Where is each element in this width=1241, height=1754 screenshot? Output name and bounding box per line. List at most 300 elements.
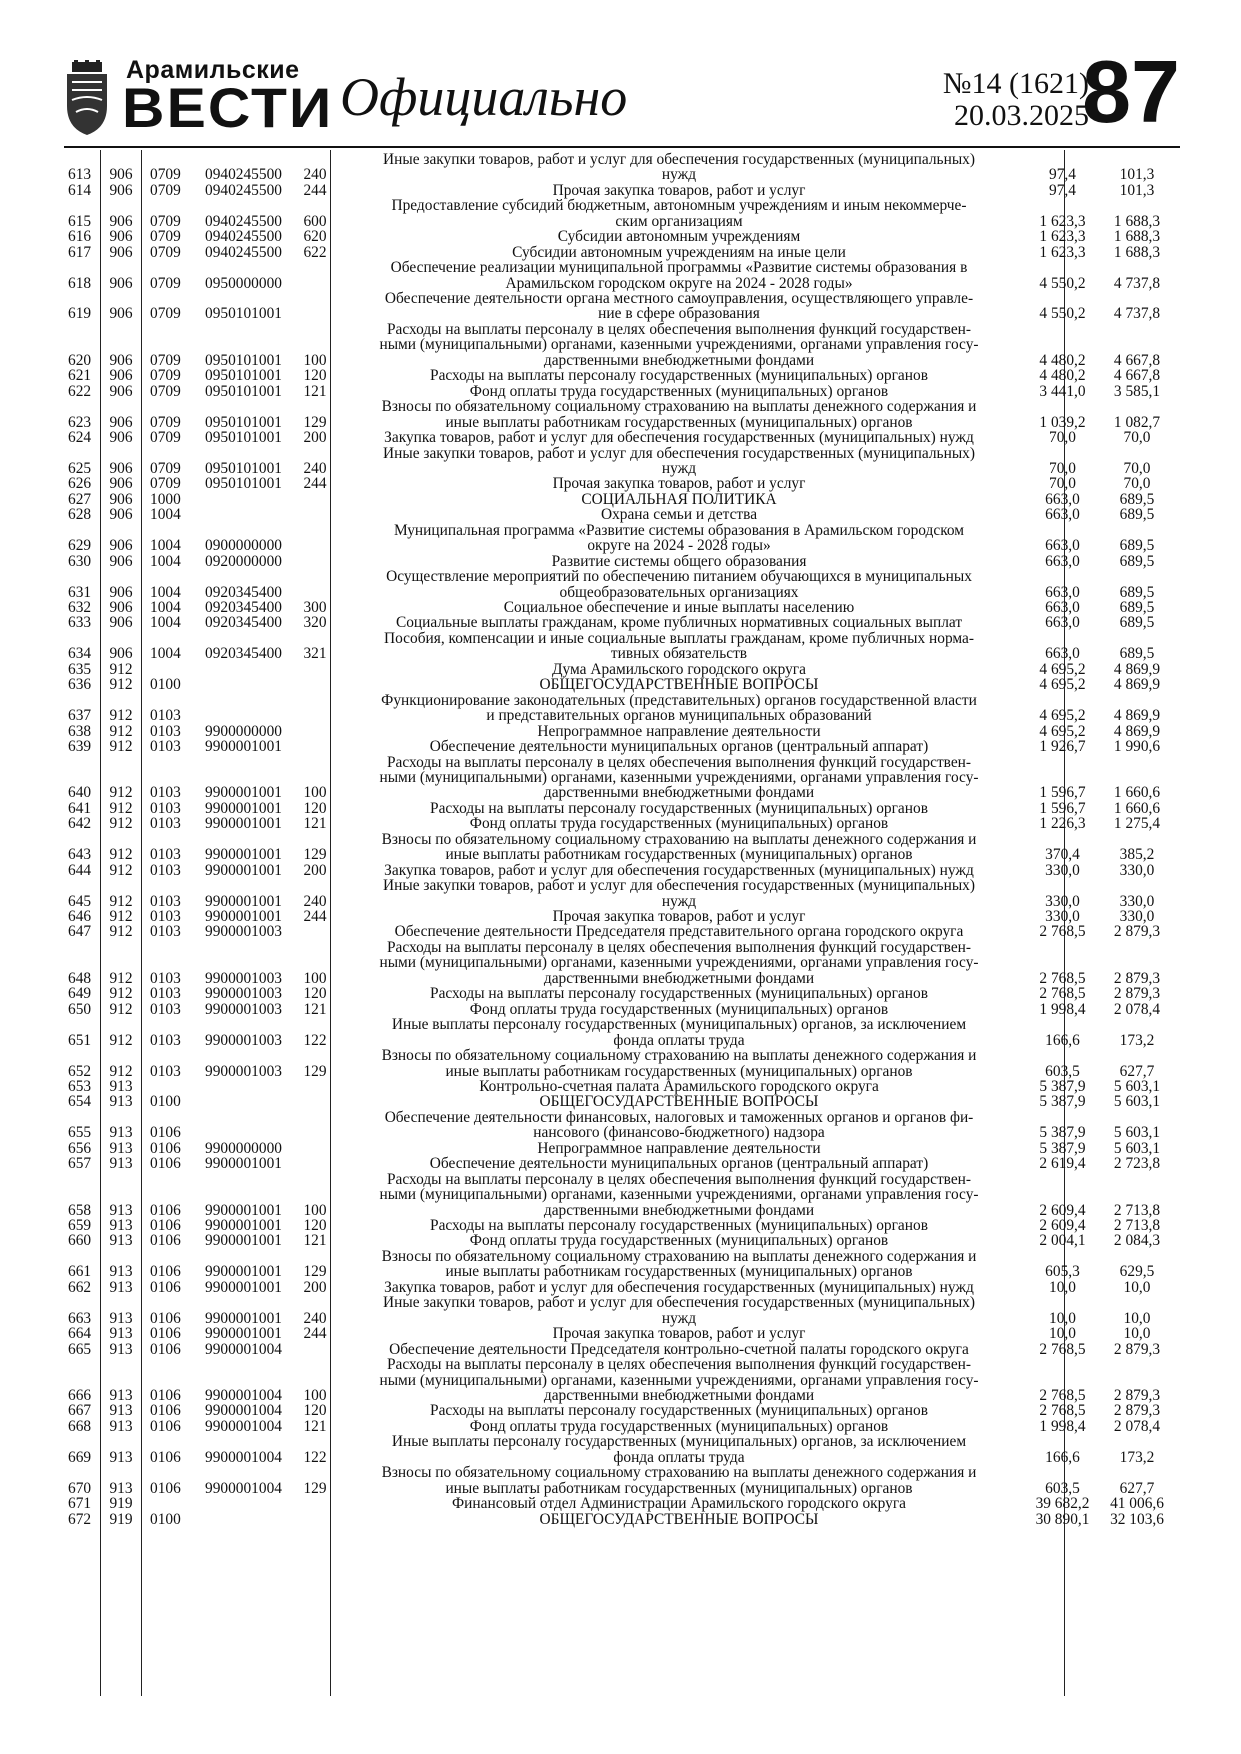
expense-name [334, 229, 1024, 244]
expense-name-line: ОБЩЕГОСУДАРСТВЕННЫЕ ВОПРОСЫ [539, 1510, 819, 1528]
org-code: 906 [109, 243, 133, 261]
table-row [64, 523, 1180, 554]
expense-type-code: 244 [303, 181, 327, 199]
table-row [64, 616, 1180, 631]
target-code: 9900001004 [205, 1417, 282, 1435]
target-code: 0950101001 [205, 305, 282, 323]
section-code: 1004 [150, 645, 181, 663]
expense-type-code: 200 [303, 861, 327, 879]
expense-type-code: 122 [303, 1448, 327, 1466]
expense-type-code: 129 [303, 1263, 327, 1281]
expense-name [334, 693, 1024, 724]
expense-name-line: Закупка товаров, работ и услуг для обеспечения государственных (муниципальных) нужд [384, 429, 974, 447]
section-code: 0103 [150, 815, 181, 833]
expense-name-line: Арамильском городском округе на 2024 - 2028 годы» [505, 274, 853, 292]
org-code: 906 [109, 274, 133, 292]
expense-name-line: иные выплаты работникам государственных (муниципальных) органов [445, 1062, 913, 1080]
table-row [64, 1249, 1180, 1280]
expense-name [334, 631, 1024, 662]
value-2027: 627,7 [1119, 1062, 1155, 1080]
target-code: 9900001003 [205, 969, 282, 987]
value-2027: 4 869,9 [1113, 707, 1161, 725]
expense-name-line: Социальные выплаты гражданам, кроме публичных нормативных социальных выплат [395, 614, 963, 632]
value-2026: 663,0 [1045, 537, 1080, 555]
expense-name [334, 1295, 1024, 1326]
value-2027: 70,0 [1123, 459, 1151, 477]
target-code: 0950101001 [205, 429, 282, 447]
value-2026: 10,0 [1049, 1309, 1076, 1327]
expense-name [334, 1280, 1024, 1295]
section-code: 0709 [150, 429, 181, 447]
expense-name-line: нужд [661, 1309, 697, 1327]
value-2027: 330,0 [1119, 861, 1155, 879]
value-2026: 2 768,5 [1039, 985, 1086, 1003]
expense-name [334, 832, 1024, 863]
header-rule [64, 146, 1180, 148]
value-2027: 10,0 [1123, 1278, 1151, 1296]
value-2026: 3 441,0 [1039, 382, 1086, 400]
expense-name-line: фонда оплаты труда [613, 1031, 745, 1049]
expense-type-code: 120 [303, 1217, 327, 1235]
table-row [64, 986, 1180, 1001]
org-code: 913 [109, 1077, 133, 1095]
row-number: 668 [68, 1417, 92, 1435]
org-code: 912 [109, 1062, 133, 1080]
expense-type-code: 200 [303, 429, 327, 447]
expense-name-line: Непрограммное направление деятельности [537, 722, 821, 740]
target-code: 9900001001 [205, 1232, 282, 1250]
row-number: 657 [68, 1155, 92, 1173]
section-code: 0709 [150, 351, 181, 369]
target-code: 0920345400 [205, 614, 282, 632]
value-2027: 2 078,4 [1113, 1000, 1161, 1018]
expense-name-line: нансового (финансово-бюджетного) надзора [533, 1124, 825, 1142]
row-number: 618 [68, 274, 92, 292]
table-row [64, 1342, 1180, 1357]
expense-name-line: Социальное обеспечение и иные выплаты населению [503, 599, 855, 617]
expense-name [334, 152, 1024, 183]
value-2027: 4 869,9 [1113, 676, 1161, 694]
target-code: 9900001004 [205, 1479, 282, 1497]
expense-name-line: Обеспечение деятельности муниципальных органов (центральный аппарат) [429, 738, 929, 756]
org-code: 912 [109, 861, 133, 879]
value-2027: 2 713,8 [1113, 1201, 1161, 1219]
row-number: 666 [68, 1386, 92, 1404]
section-code: 0103 [150, 722, 181, 740]
expense-name-line: ОБЩЕГОСУДАРСТВЕННЫЕ ВОПРОСЫ [539, 676, 819, 694]
target-code: 0950101001 [205, 475, 282, 493]
row-number: 634 [68, 645, 92, 663]
expense-name-line: Непрограммное направление деятельности [537, 1139, 821, 1157]
value-2026: 1 926,7 [1039, 738, 1086, 756]
value-2027: 629,5 [1119, 1263, 1155, 1281]
section-code: 0106 [150, 1263, 181, 1281]
value-2027: 1 990,6 [1113, 738, 1161, 756]
row-number: 617 [68, 243, 92, 261]
value-2026: 2 609,4 [1039, 1201, 1086, 1219]
expense-type-code: 121 [303, 382, 327, 400]
target-code: 9900001001 [205, 1278, 282, 1296]
expense-type-code: 240 [303, 1309, 327, 1327]
org-code: 906 [109, 506, 133, 524]
expense-name-line: тивных обязательств [610, 645, 748, 663]
expense-name [334, 245, 1024, 260]
value-2026: 1 039,2 [1039, 413, 1086, 431]
table-row [64, 291, 1180, 322]
org-code: 906 [109, 475, 133, 493]
section-code: 0103 [150, 892, 181, 910]
value-2026: 4 695,2 [1039, 707, 1086, 725]
section-code: 0103 [150, 846, 181, 864]
value-2026: 4 550,2 [1039, 305, 1086, 323]
section-code: 0106 [150, 1232, 181, 1250]
row-number: 614 [68, 181, 92, 199]
value-2026: 2 609,4 [1039, 1217, 1086, 1235]
expense-name-line: Контрольно-счетная палата Арамильского городского округа [479, 1077, 879, 1095]
org-code: 906 [109, 228, 133, 246]
value-2027: 4 667,8 [1113, 351, 1161, 369]
value-2027: 689,5 [1119, 490, 1155, 508]
target-code: 0940245500 [205, 181, 282, 199]
table-row [64, 1512, 1180, 1527]
table-row [64, 801, 1180, 816]
expense-name [334, 878, 1024, 909]
org-code: 913 [109, 1417, 133, 1435]
expense-name [334, 677, 1024, 692]
expense-type-code: 300 [303, 599, 327, 617]
issue-date: 20.03.2025 [954, 99, 1089, 132]
value-2026: 663,0 [1045, 599, 1080, 617]
expense-name-line: Пособия, компенсации и иные социальные выплаты гражданам, кроме публичных норма- [383, 629, 975, 647]
expense-name-line: Обеспечение деятельности муниципальных органов (центральный аппарат) [429, 1155, 929, 1173]
section-code: 0709 [150, 367, 181, 385]
expense-name [334, 1233, 1024, 1248]
section-code: 1004 [150, 506, 181, 524]
target-code: 0920345400 [205, 599, 282, 617]
expense-name-line: Иные выплаты персоналу государственных (муниципальных) органов, за исключением [391, 1433, 967, 1451]
value-2026: 5 387,9 [1039, 1124, 1086, 1142]
value-2027: 689,5 [1119, 645, 1155, 663]
budget-table [64, 150, 1180, 1696]
expense-name [334, 755, 1024, 801]
table-row [64, 1280, 1180, 1295]
expense-name [334, 291, 1024, 322]
target-code: 9900001001 [205, 1309, 282, 1327]
table-row [64, 430, 1180, 445]
table-row [64, 1017, 1180, 1048]
target-code: 0940245500 [205, 228, 282, 246]
expense-name-line: Развитие системы общего образования [551, 552, 807, 570]
section-code: 0709 [150, 475, 181, 493]
row-number: 647 [68, 923, 92, 941]
table-row [64, 1094, 1180, 1109]
section-code: 0709 [150, 413, 181, 431]
expense-name [334, 1512, 1024, 1527]
expense-name-line: Расходы на выплаты персоналу государственных (муниципальных) органов [430, 1402, 928, 1420]
table-row [64, 1326, 1180, 1341]
expense-name-line: Фонд оплаты труда государственных (муниципальных) органов [469, 1232, 889, 1250]
target-code: 9900001004 [205, 1340, 282, 1358]
expense-name [334, 399, 1024, 430]
org-code: 906 [109, 181, 133, 199]
org-code: 912 [109, 799, 133, 817]
row-number: 672 [68, 1510, 92, 1528]
section-code: 0100 [150, 1093, 181, 1111]
expense-name-line: иные выплаты работникам государственных (муниципальных) органов [445, 1479, 913, 1497]
value-2027: 70,0 [1123, 475, 1151, 493]
value-2026: 1 623,3 [1039, 243, 1086, 261]
target-code: 9900001001 [205, 784, 282, 802]
expense-name-line: дарственными внебюджетными фондами [543, 969, 815, 987]
expense-name [334, 924, 1024, 939]
section-code: 0106 [150, 1448, 181, 1466]
expense-type-code: 121 [303, 1417, 327, 1435]
value-2027: 1 688,3 [1113, 212, 1161, 230]
table-row [64, 863, 1180, 878]
value-2026: 10,0 [1049, 1325, 1076, 1343]
value-2027: 385,2 [1119, 846, 1155, 864]
value-2026: 1 998,4 [1039, 1417, 1086, 1435]
value-2026: 1 226,3 [1039, 815, 1086, 833]
expense-name-line: Иные выплаты персоналу государственных (муниципальных) органов, за исключением [391, 1016, 967, 1034]
section-code: 0106 [150, 1124, 181, 1142]
expense-name [334, 554, 1024, 569]
section-code: 0709 [150, 181, 181, 199]
expense-type-code: 240 [303, 459, 327, 477]
table-row [64, 1156, 1180, 1171]
target-code: 9900001001 [205, 846, 282, 864]
expense-name [334, 816, 1024, 831]
value-2027: 32 103,6 [1110, 1510, 1164, 1528]
section-code: 0103 [150, 923, 181, 941]
row-number: 638 [68, 722, 92, 740]
masthead [64, 42, 1180, 144]
table-row [64, 816, 1180, 831]
expense-name-line: Прочая закупка товаров, работ и услуг [552, 181, 806, 199]
row-number: 663 [68, 1309, 92, 1327]
value-2026: 5 387,9 [1039, 1093, 1086, 1111]
row-number: 640 [68, 784, 92, 802]
expense-name-line: ние в сфере образования [598, 305, 760, 323]
expense-name-line: Закупка товаров, работ и услуг для обеспечения государственных (муниципальных) нужд [384, 1278, 974, 1296]
expense-name-line: СОЦИАЛЬНАЯ ПОЛИТИКА [581, 490, 777, 508]
value-2027: 2 078,4 [1113, 1417, 1161, 1435]
value-2027: 4 869,9 [1113, 722, 1161, 740]
org-code: 919 [109, 1510, 133, 1528]
issue-number: №14 (1621) [942, 67, 1089, 100]
value-2027: 2 084,3 [1113, 1232, 1161, 1250]
expense-name-line: Расходы на выплаты персоналу государственных (муниципальных) органов [430, 367, 928, 385]
value-2026: 330,0 [1045, 861, 1080, 879]
target-code: 9900001003 [205, 923, 282, 941]
expense-name-line: Осуществление мероприятий по обеспечению питанием обучающихся в муниципальных [386, 568, 972, 586]
section-code: 0103 [150, 738, 181, 756]
target-code: 9900001001 [205, 738, 282, 756]
value-2026: 2 619,4 [1039, 1155, 1086, 1173]
org-code: 913 [109, 1139, 133, 1157]
table-row [64, 152, 1180, 183]
row-number: 660 [68, 1232, 92, 1250]
expense-name-line: ским организациям [615, 212, 743, 230]
target-code: 9900001001 [205, 892, 282, 910]
table-row [64, 1419, 1180, 1434]
expense-type-code: 620 [303, 228, 327, 246]
expense-type-code: 121 [303, 1000, 327, 1018]
expense-name [334, 1249, 1024, 1280]
expense-name-line: ными (муниципальными) органами, казенными учреждениями, органами управления госу- [379, 954, 979, 972]
table-row [64, 940, 1180, 986]
section-code: 1004 [150, 552, 181, 570]
value-2026: 330,0 [1045, 892, 1080, 910]
target-code: 9900001001 [205, 861, 282, 879]
value-2026: 166,6 [1045, 1448, 1080, 1466]
section-code: 0103 [150, 1062, 181, 1080]
value-2026: 4 695,2 [1039, 722, 1086, 740]
table-row [64, 1403, 1180, 1418]
value-2026: 5 387,9 [1039, 1077, 1086, 1095]
expense-type-code: 100 [303, 784, 327, 802]
expense-name-line: Взносы по обязательному социальному страхованию на выплаты денежного содержания и [381, 398, 977, 416]
expense-name [334, 430, 1024, 445]
expense-name-line: нужд [661, 166, 697, 184]
section-code: 0103 [150, 1000, 181, 1018]
expense-name-line: Охрана семьи и детства [600, 506, 758, 524]
org-code: 913 [109, 1278, 133, 1296]
expense-type-code: 100 [303, 1201, 327, 1219]
expense-name-line: нужд [661, 892, 697, 910]
section-title: Официально [340, 67, 628, 127]
expense-name [334, 1403, 1024, 1418]
org-code: 912 [109, 908, 133, 926]
value-2026: 2 004,1 [1039, 1232, 1086, 1250]
value-2027: 2 723,8 [1113, 1155, 1161, 1173]
issue-info [879, 68, 1089, 132]
expense-name-line: Иные закупки товаров, работ и услуг для обеспечения государственных (муниципальных) [383, 877, 975, 895]
expense-name-line: иные выплаты работникам государственных (муниципальных) органов [445, 413, 913, 431]
value-2027: 173,2 [1119, 1448, 1155, 1466]
org-code: 906 [109, 583, 133, 601]
value-2027: 689,5 [1119, 552, 1155, 570]
org-code: 906 [109, 490, 133, 508]
table-row [64, 399, 1180, 430]
expense-name-line: Фонд оплаты труда государственных (муниципальных) органов [469, 1000, 889, 1018]
org-code: 913 [109, 1093, 133, 1111]
expense-name [334, 615, 1024, 630]
expense-type-code: 129 [303, 1062, 327, 1080]
section-code: 0709 [150, 166, 181, 184]
expense-name [334, 986, 1024, 1001]
expense-type-code: 244 [303, 908, 327, 926]
table-row [64, 368, 1180, 383]
value-2026: 70,0 [1049, 475, 1076, 493]
org-code: 913 [109, 1309, 133, 1327]
org-code: 913 [109, 1448, 133, 1466]
row-number: 661 [68, 1263, 92, 1281]
org-code: 906 [109, 351, 133, 369]
section-code: 0709 [150, 382, 181, 400]
row-number: 653 [68, 1077, 92, 1095]
newspaper-name-main: ВЕСТИ [122, 76, 334, 139]
section-code: 1004 [150, 537, 181, 555]
expense-name-line: Дума Арамильского городского округа [552, 660, 806, 678]
target-code: 9900001001 [205, 1263, 282, 1281]
value-2026: 1 596,7 [1039, 784, 1086, 802]
row-number: 648 [68, 969, 92, 987]
value-2027: 4 869,9 [1113, 660, 1161, 678]
section-code: 0106 [150, 1155, 181, 1173]
row-number: 650 [68, 1000, 92, 1018]
table-row [64, 925, 1180, 940]
expense-name-line: дарственными внебюджетными фондами [543, 351, 815, 369]
row-number: 613 [68, 166, 92, 184]
row-number: 623 [68, 413, 92, 431]
expense-name [334, 1141, 1024, 1156]
value-2026: 663,0 [1045, 614, 1080, 632]
expense-name-line: Муниципальная программа «Развитие системы образования в Арамильском городском [393, 521, 965, 539]
row-number: 649 [68, 985, 92, 1003]
section-code: 1004 [150, 599, 181, 617]
table-row [64, 322, 1180, 368]
target-code: 9900000000 [205, 722, 282, 740]
row-number: 658 [68, 1201, 92, 1219]
expense-name-line: Субсидии автономным учреждениям на иные цели [512, 243, 846, 261]
org-code: 912 [109, 722, 133, 740]
value-2026: 39 682,2 [1035, 1495, 1090, 1513]
row-number: 646 [68, 908, 92, 926]
section-code: 0103 [150, 985, 181, 1003]
expense-name-line: Расходы на выплаты персоналу государственных (муниципальных) органов [430, 985, 928, 1003]
expense-name-line: Расходы на выплаты персоналу в целях обеспечения выполнения функций государствен- [386, 1170, 972, 1188]
value-2027: 330,0 [1119, 908, 1155, 926]
table-row [64, 569, 1180, 600]
section-code: 0106 [150, 1417, 181, 1435]
expense-type-code: 129 [303, 1479, 327, 1497]
row-number: 632 [68, 599, 92, 617]
org-code: 912 [109, 660, 133, 678]
expense-name-line: Взносы по обязательному социальному страхованию на выплаты денежного содержания и [381, 1464, 977, 1482]
org-code: 912 [109, 846, 133, 864]
expense-name-line: общеобразовательных организациях [559, 583, 799, 601]
org-code: 913 [109, 1155, 133, 1173]
table-row [64, 384, 1180, 399]
expense-name-line: Закупка товаров, работ и услуг для обеспечения государственных (муниципальных) нужд [384, 861, 974, 879]
expense-name [334, 492, 1024, 507]
row-number: 656 [68, 1139, 92, 1157]
target-code: 0900000000 [205, 537, 282, 555]
table-row [64, 832, 1180, 863]
value-2027: 3 585,1 [1113, 382, 1161, 400]
expense-name-line: ными (муниципальными) органами, казенными учреждениями, органами управления госу- [379, 336, 979, 354]
value-2027: 2 879,3 [1113, 1340, 1161, 1358]
target-code: 9900001001 [205, 799, 282, 817]
expense-type-code: 120 [303, 1402, 327, 1420]
row-number: 651 [68, 1031, 92, 1049]
org-code: 912 [109, 923, 133, 941]
value-2027: 689,5 [1119, 599, 1155, 617]
expense-name [334, 1357, 1024, 1403]
value-2027: 689,5 [1119, 537, 1155, 555]
table-row [64, 1234, 1180, 1249]
value-2027: 5 603,1 [1113, 1139, 1161, 1157]
row-number: 671 [68, 1495, 92, 1513]
expense-name [334, 1094, 1024, 1109]
expense-name-line: ными (муниципальными) органами, казенными учреждениями, органами управления госу- [379, 768, 979, 786]
value-2027: 10,0 [1123, 1309, 1151, 1327]
expense-name [334, 1048, 1024, 1079]
expense-name-line: Фонд оплаты труда государственных (муниципальных) органов [469, 1417, 889, 1435]
table-row [64, 554, 1180, 569]
page-number: 87 [1082, 42, 1180, 141]
